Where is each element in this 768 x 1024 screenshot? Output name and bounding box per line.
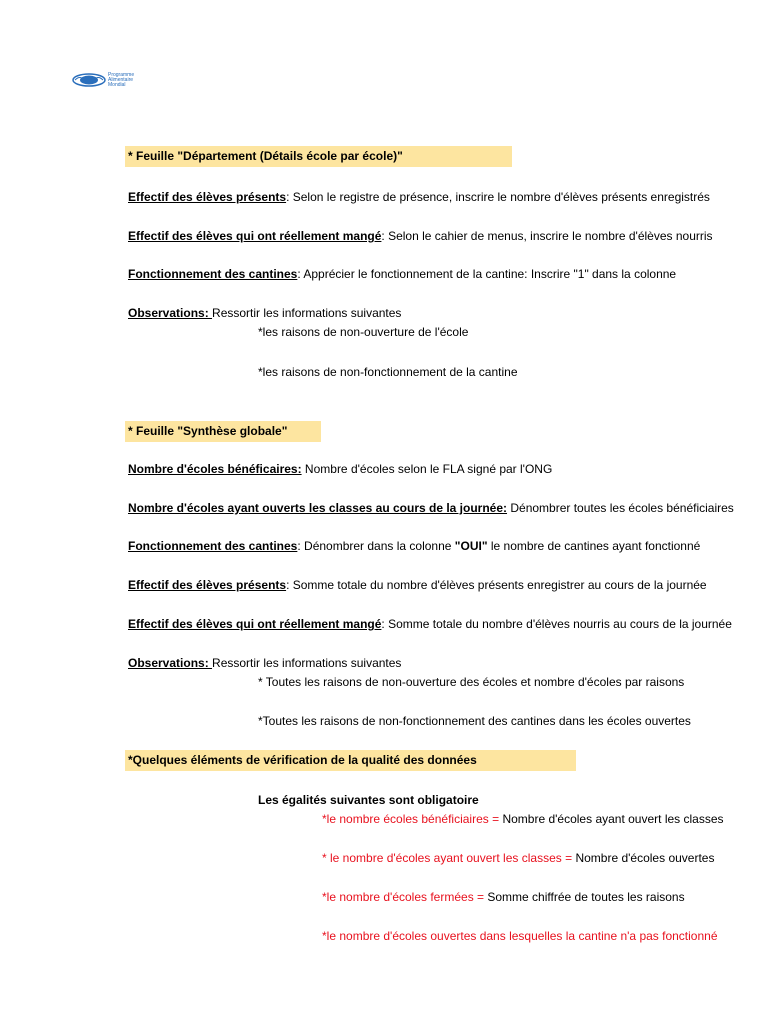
field-description: Ressortir les informations suivantes bbox=[212, 656, 402, 670]
instruction-row bbox=[128, 189, 710, 205]
equality-rule bbox=[322, 850, 714, 866]
equality-left: *le nombre écoles bénéficiaires = bbox=[322, 812, 503, 826]
section-header-synthese: * Feuille "Synthèse globale" bbox=[125, 421, 321, 442]
field-label: Observations: bbox=[128, 656, 213, 670]
equality-rule bbox=[322, 889, 685, 905]
equality-left: * le nombre d'écoles ayant ouvert les classes = bbox=[322, 851, 576, 865]
field-description: : Somme totale du nombre d'élèves nourris au cours de la journée bbox=[381, 617, 732, 631]
observation-item: *Toutes les raisons de non-fonctionnement des cantines dans les écoles ouvertes bbox=[258, 714, 691, 728]
instruction-row bbox=[128, 577, 707, 593]
equality-rule bbox=[322, 811, 724, 827]
wfp-logo-text: Programme Alimentaire Mondial bbox=[108, 71, 135, 88]
field-label: Effectif des élèves présents bbox=[128, 190, 287, 204]
instruction-row bbox=[128, 538, 700, 554]
field-label: Effectif des élèves présents bbox=[128, 578, 287, 592]
observations-row bbox=[128, 655, 401, 671]
oui-keyword: "OUI" bbox=[454, 539, 488, 553]
observation-item: * Toutes les raisons de non-ouverture des écoles et nombre d'écoles par raisons bbox=[258, 675, 685, 689]
field-label: Observations: bbox=[128, 306, 213, 320]
field-description: : Apprécier le fonctionnement de la cantine: Inscrire "1" dans la colonne bbox=[297, 267, 677, 281]
field-description: : Somme totale du nombre d'élèves présents enregistrer au cours de la journée bbox=[286, 578, 707, 592]
equality-rule bbox=[322, 928, 718, 944]
field-label: Fonctionnement des cantines bbox=[128, 539, 298, 553]
equality-right: Nombre d'écoles ayant ouvert les classes bbox=[502, 812, 724, 826]
instruction-row bbox=[128, 461, 552, 477]
observation-item: *les raisons de non-ouverture de l'école bbox=[258, 325, 469, 339]
instruction-row bbox=[128, 500, 734, 516]
equality-left: *le nombre d'écoles ouvertes dans lesquelles la cantine n'a pas fonctionné bbox=[322, 929, 718, 943]
section-header-departement: * Feuille "Département (Détails école par école)" bbox=[125, 146, 512, 167]
equality-left: *le nombre d'écoles fermées = bbox=[322, 890, 488, 904]
field-description: : Selon le registre de présence, inscrire le nombre d'élèves présents enregistrés bbox=[286, 190, 710, 204]
instruction-row bbox=[128, 266, 676, 282]
equality-right: Nombre d'écoles ouvertes bbox=[575, 851, 715, 865]
field-label: Nombre d'écoles bénéficaires: bbox=[128, 462, 302, 476]
instruction-row bbox=[128, 616, 732, 632]
field-description: Dénombrer toutes les écoles bénéficiaires bbox=[507, 501, 734, 515]
instruction-row bbox=[128, 228, 713, 244]
field-label: Nombre d'écoles ayant ouverts les classes au cours de la journée: bbox=[128, 501, 508, 515]
equality-right: Somme chiffrée de toutes les raisons bbox=[487, 890, 685, 904]
field-description: : Dénombrer dans la colonne bbox=[297, 539, 455, 553]
verification-intro: Les égalités suivantes sont obligatoire bbox=[258, 793, 479, 807]
field-description: Nombre d'écoles selon le FLA signé par l'ONG bbox=[301, 462, 553, 476]
observation-item: *les raisons de non-fonctionnement de la cantine bbox=[258, 365, 518, 379]
field-label: Effectif des élèves qui ont réellement mangé bbox=[128, 617, 382, 631]
field-description: le nombre de cantines ayant fonctionné bbox=[487, 539, 701, 553]
field-label: Effectif des élèves qui ont réellement mangé bbox=[128, 229, 382, 243]
section-header-verification: *Quelques éléments de vérification de la qualité des données bbox=[125, 750, 576, 771]
field-label: Fonctionnement des cantines bbox=[128, 267, 298, 281]
observations-row bbox=[128, 305, 401, 321]
field-description: : Selon le cahier de menus, inscrire le nombre d'élèves nourris bbox=[381, 229, 713, 243]
field-description: Ressortir les informations suivantes bbox=[212, 306, 402, 320]
